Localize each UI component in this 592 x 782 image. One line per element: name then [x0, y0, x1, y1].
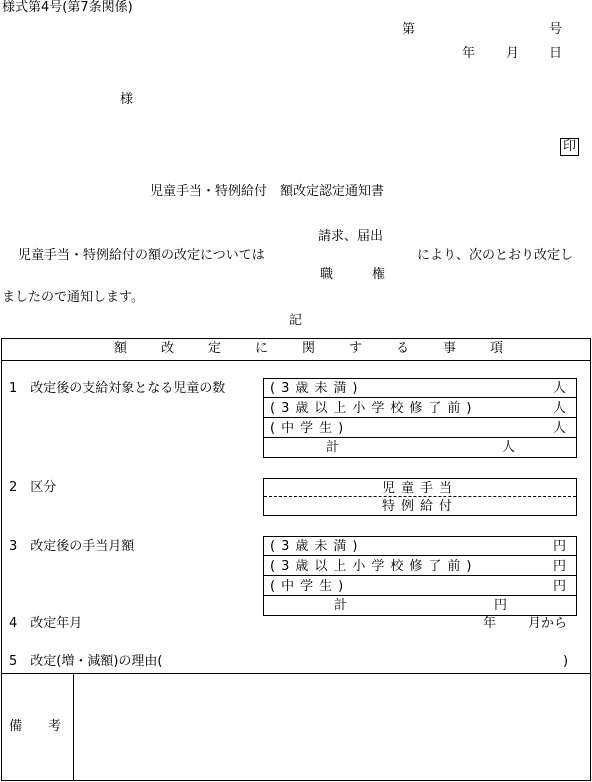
item2-dashed-divider [264, 496, 576, 497]
item2-box [263, 478, 577, 516]
date-day: 日 [549, 46, 563, 61]
item3-row [270, 537, 572, 556]
item2-option-special [264, 497, 576, 516]
item2-option-child-text: 児童手当 [381, 481, 458, 496]
option-authority: 職 権 [320, 267, 386, 282]
row-divider [263, 575, 577, 576]
seal-box [560, 138, 579, 156]
item1-row-unit: 人 [552, 381, 566, 396]
header-divider [1, 360, 591, 361]
item4-year: 年 [483, 616, 497, 631]
number-go: 号 [549, 22, 563, 37]
item2-label: 2 区分 [9, 480, 57, 495]
item5-close-paren: ) [563, 654, 569, 669]
row-divider [263, 555, 577, 556]
item1-box [263, 378, 577, 458]
remarks-field[interactable] [74, 674, 590, 780]
option-request: 請求、届出 [318, 229, 384, 244]
item3-label: 3 改定後の手当月額 [9, 539, 135, 554]
item3-row-label: (中学生) [270, 579, 350, 594]
body-trail: により、次のとおり改定し [417, 248, 574, 263]
form-number: 様式第4号(第7条関係) [2, 0, 133, 15]
item3-row [270, 557, 572, 576]
ki-mark: 記 [289, 313, 303, 328]
item1-row-unit: 人 [552, 421, 566, 436]
recipient-sama: 様 [120, 92, 134, 107]
item3-row-label: (3歳未満) [270, 539, 364, 554]
item1-total-unit: 人 [502, 440, 516, 455]
item3-total-label: 計 [334, 598, 348, 613]
item3-row-unit: 円 [552, 559, 566, 574]
body-lead: 児童手当・特例給付の額の改定については [18, 248, 265, 263]
item2-option-special-text: 特例給付 [381, 499, 458, 514]
item1-row [270, 399, 572, 418]
item1-row-label: (3歳以上小学校修了前) [270, 401, 478, 416]
date-month: 月 [506, 46, 520, 61]
item3-row [270, 577, 572, 596]
item1-row [270, 419, 572, 438]
item3-row-unit: 円 [552, 539, 566, 554]
row-divider [263, 397, 577, 398]
remarks-label: 備 考 [9, 719, 62, 734]
item1-row-unit: 人 [552, 401, 566, 416]
date-year: 年 [462, 46, 476, 61]
item3-row-unit: 円 [552, 579, 566, 594]
item1-row [270, 379, 572, 398]
item1-row-label: (中学生) [270, 421, 350, 436]
body-line2: ましたので通知します。 [2, 290, 144, 305]
item3-row-label: (3歳以上小学校修了前) [270, 559, 478, 574]
table-header: 額改定に関する事項 [114, 341, 538, 356]
item3-total-unit: 円 [494, 598, 508, 613]
row-divider [263, 417, 577, 418]
item3-box [263, 536, 577, 616]
item4-label: 4 改定年月 [9, 616, 83, 631]
item4-month-from: 月から [528, 616, 568, 631]
row-divider [263, 595, 577, 596]
item1-total-label: 計 [326, 440, 340, 455]
number-dai: 第 [402, 22, 416, 37]
item1-row-label: (3歳未満) [270, 381, 364, 396]
seal-mark: 印 [563, 139, 577, 154]
item5-label: 5 改定(増・減額)の理由( [9, 654, 163, 669]
item1-label: 1 改定後の支給対象となる児童の数 [9, 381, 226, 396]
document-title: 児童手当・特例給付 額改定認定通知書 [150, 184, 385, 199]
row-divider [263, 437, 577, 438]
